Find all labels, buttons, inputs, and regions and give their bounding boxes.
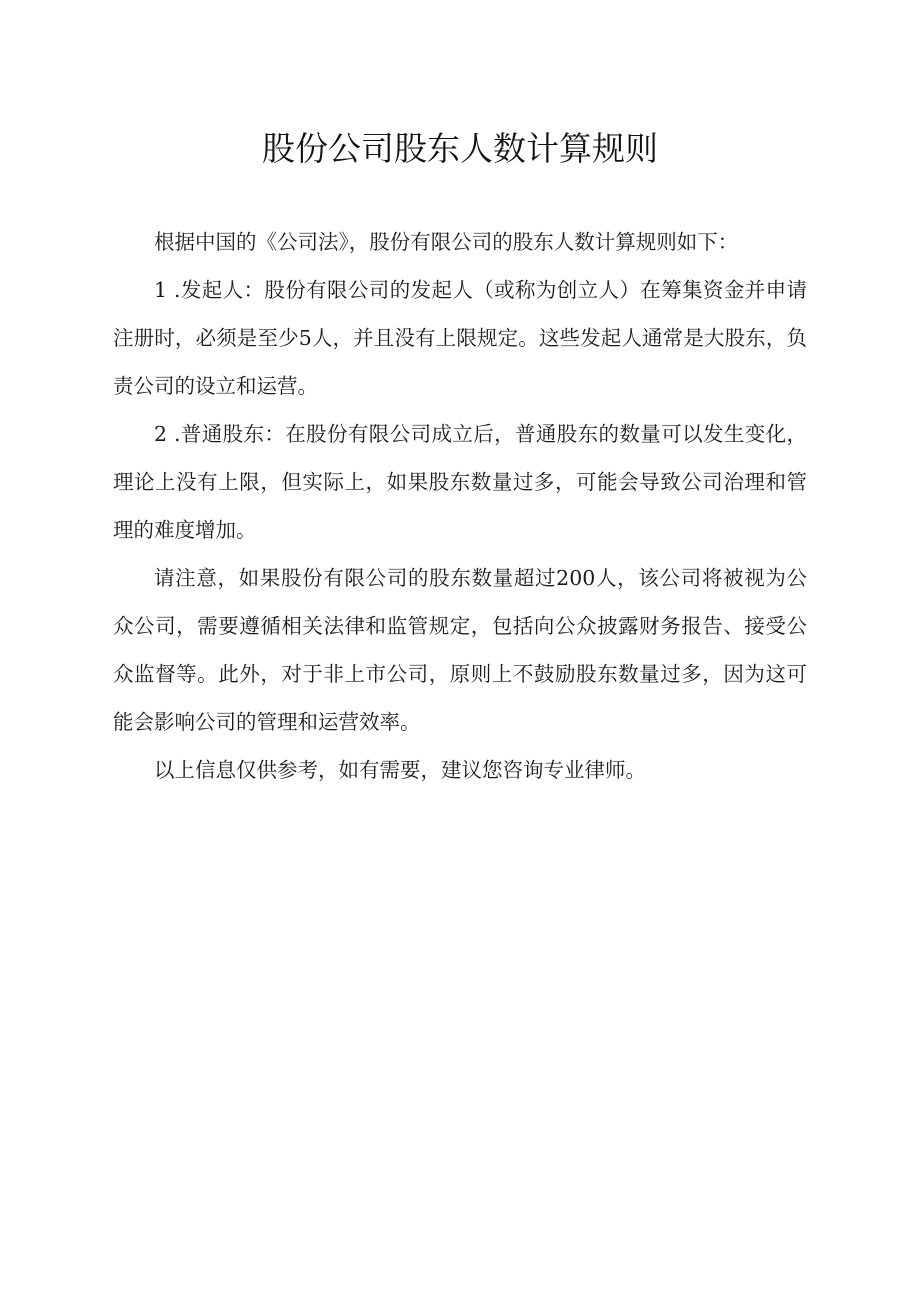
paragraph-ordinary-shareholders: 2 .普通股东：在股份有限公司成立后，普通股东的数量可以发生变化，理论上没有上限，但实际上，如果股东数量过多，可能会导致公司治理和管理的难度增加。 bbox=[113, 422, 807, 542]
paragraph-notice: 请注意，如果股份有限公司的股东数量超过200人，该公司将被视为公众公司，需要遵循相关法律和监管规定，包括向公众披露财务报告、接受公众监督等。此外，对于非上市公司，原则上不鼓励股东数量过多，因为这可能会影响公司的管理和运营效率。 bbox=[113, 566, 807, 734]
paragraph-founders: 1 .发起人：股份有限公司的发起人（或称为创立人）在筹集资金并申请注册时，必须是至少5人，并且没有上限规定。这些发起人通常是大股东，负责公司的设立和运营。 bbox=[113, 278, 807, 398]
document-body bbox=[113, 218, 807, 794]
paragraph-disclaimer: 以上信息仅供参考，如有需要，建议您咨询专业律师。 bbox=[154, 758, 646, 782]
paragraph-intro: 根据中国的《公司法》，股份有限公司的股东人数计算规则如下： bbox=[154, 230, 739, 254]
document-title: 股份公司股东人数计算规则 bbox=[262, 129, 658, 168]
